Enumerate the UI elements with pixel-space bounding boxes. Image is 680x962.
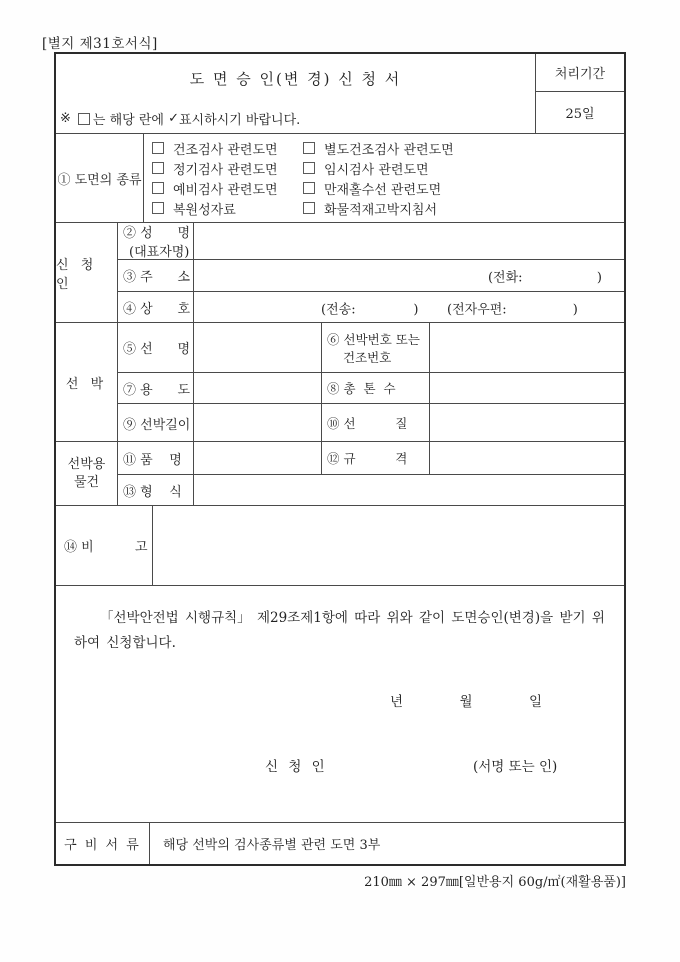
remarks-band [56,505,624,585]
spec-field[interactable] [430,442,624,474]
drawing-type-option [303,199,437,218]
signature-applicant-label: 신 청 인 [265,759,328,775]
checkbox-preliminary-survey[interactable] [152,182,164,194]
drawing-type-label: 건조검사 관련도면 [173,142,278,158]
checkbox-stability-data[interactable] [152,202,164,214]
company-label-cell [118,292,194,323]
ship-band [56,322,624,441]
signature-seal-label: (서명 또는 인) [473,759,558,775]
month-label: 월 [459,694,473,710]
address-label: ③ 주 소 [123,270,191,285]
ship-name-field[interactable] [194,323,322,372]
checkbox-periodic-survey[interactable] [152,162,164,174]
purpose-field[interactable] [194,373,322,403]
applicant-rows [118,223,624,322]
drawing-type-line [152,158,624,178]
item-name-row [118,442,624,474]
item-name-label-cell [118,442,194,474]
drawing-type-option [152,199,303,218]
day-label: 일 [528,694,542,710]
item-type-label: ⑬ 형 식 [123,485,182,500]
drawing-type-line [152,198,624,218]
drawing-type-label: 화물적재고박지침서 [324,202,438,218]
tonnage-label: ⑧ 총 톤 수 [327,381,396,396]
ship-purpose-row [118,372,624,403]
statement-band [56,585,624,822]
email-label: (전자우편: ) [447,302,578,317]
drawing-types-list [144,134,624,222]
item-type-label-cell [118,475,194,506]
drawing-type-label: 만재홀수선 관련도면 [324,182,442,198]
spec-label: ⑫ 규 격 [327,451,408,466]
fax-label: (전송: ) [321,302,419,317]
ship-number-label-cell [322,323,430,372]
applicant-group-label: 신 청 인 [56,223,118,322]
articles-group-label-2: 물건 [73,474,100,490]
note-mid: 는 해당 란에 [92,113,169,128]
purpose-label-cell [118,373,194,403]
ship-length-row [118,403,624,442]
ship-number-field[interactable] [430,323,624,372]
note-suffix: 표시하시기 바랍니다. [179,113,301,128]
hull-material-label-cell [322,404,430,442]
drawing-type-label: 정기검사 관련도면 [173,162,278,178]
address-field[interactable] [194,260,624,291]
drawing-type-option [152,139,303,158]
drawing-types-label: ① 도면의 종류 [56,134,144,222]
remarks-label-cell [56,506,153,585]
date-line [390,690,542,710]
length-field[interactable] [194,404,322,442]
company-field[interactable] [194,292,624,323]
hull-material-label: ⑩ 선 질 [327,416,408,431]
checkbox-load-line[interactable] [303,182,315,194]
company-label: ④ 상 호 [123,302,191,317]
name-label-cell [118,223,194,259]
ship-name-label-cell [118,323,194,372]
remarks-field[interactable] [153,506,624,585]
processing-period-label: 처리기간 [536,54,624,92]
drawing-type-option [152,179,303,198]
drawing-type-option [303,179,441,198]
form-title: 도 면 승 인(변 경) 신 청 서 [189,70,402,88]
statement-text: 「선박안전법 시행규칙」 제29조제1항에 따라 위와 같이 도면승인(변경)을 받기 위하여 신청합니다. [74,610,605,651]
note-prefix: ※ [60,111,71,126]
applicant-company-row [118,291,624,323]
ship-name-label: ⑤ 선 명 [123,342,191,357]
drawing-type-option [303,139,454,158]
applicant-name-row [118,223,624,259]
drawing-type-option [152,159,303,178]
spec-label-cell [322,442,430,474]
name-label-2: (대표자명) [129,245,190,260]
checkmark-icon: ✓ [168,111,179,126]
checkbox-example-icon [78,113,90,125]
articles-group-label-1: 선박용 [67,456,106,472]
drawing-type-line [152,178,624,198]
attachments-band [56,822,624,864]
drawing-types-band [56,133,624,222]
checkbox-instruction [60,109,300,128]
drawing-type-label: 별도건조검사 관련도면 [324,142,454,158]
title-cell [56,54,536,133]
ship-name-row [118,323,624,372]
applicant-address-row [118,259,624,291]
articles-band [56,441,624,505]
form-number-label: [별지 제31호서식] [42,36,158,52]
item-type-field[interactable] [194,475,624,506]
phone-label: (전화: ) [487,270,602,285]
checkbox-construction-survey[interactable] [152,142,164,154]
item-name-field[interactable] [194,442,322,474]
attachments-label: 구 비 서 류 [56,823,150,864]
ship-rows [118,323,624,441]
attachments-value: 해당 선박의 검사종류별 관련 도면 3부 [163,838,381,853]
address-label-cell [118,260,194,291]
item-name-label: ⑪ 품 명 [123,452,182,468]
hull-material-field[interactable] [430,404,624,442]
tonnage-field[interactable] [430,373,624,403]
name-label: ② 성 명 [123,226,191,241]
application-form-table [54,52,626,866]
length-label-cell [118,404,194,442]
item-type-row [118,474,624,506]
processing-period-value: 25일 [565,107,595,122]
applicant-band [56,222,624,322]
length-label: ⑨ 선박길이 [123,417,191,433]
processing-period-cell [536,54,624,133]
drawing-type-label: 예비검사 관련도면 [173,182,278,198]
drawing-type-label: 임시검사 관련도면 [324,162,429,178]
drawing-type-label: 복원성자료 [173,202,236,218]
tonnage-label-cell [322,373,430,403]
purpose-label: ⑦ 용 도 [123,382,191,398]
remarks-label: ⑭ 비 고 [64,540,148,555]
ship-group-label: 선 박 [56,323,118,441]
ship-number-label-2: 건조번호 [343,349,392,365]
paper-spec-footer: 210㎜ × 297㎜[일반용지 60g/㎡(재활용품)] [364,875,626,890]
ship-number-label: ⑥ 선박번호 또는 [327,331,420,347]
checkbox-separate-construction-survey[interactable] [303,142,315,154]
articles-group-label [56,442,118,505]
title-band [56,54,624,133]
name-field[interactable] [194,223,624,259]
drawing-type-option [303,159,429,178]
articles-rows [118,442,624,505]
drawing-type-line [152,138,624,158]
checkbox-occasional-survey[interactable] [303,162,315,174]
checkbox-cargo-securing-manual[interactable] [303,202,315,214]
year-label: 년 [390,694,404,710]
